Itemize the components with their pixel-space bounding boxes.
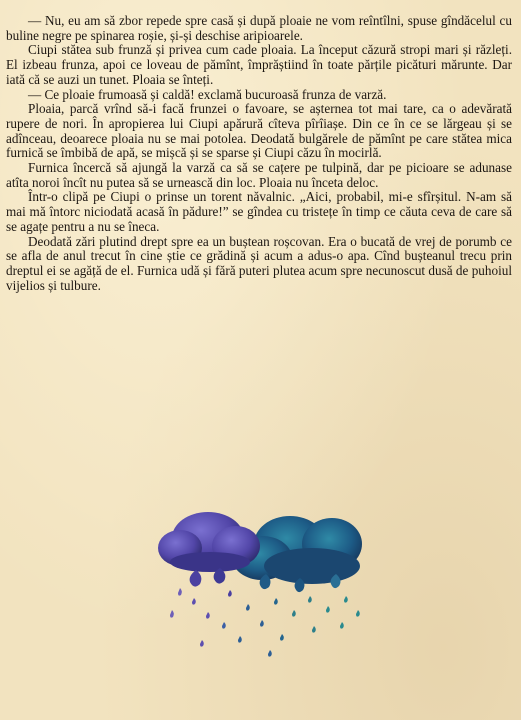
- rain-drops: [170, 588, 360, 657]
- cloud-left: [158, 512, 260, 572]
- paragraph-3: — Ce ploaie frumoasă și caldă! exclamă bucuroasă frunza de varză.: [28, 86, 387, 102]
- story-text: [6, 14, 512, 293]
- rain-cloud-icon: [150, 500, 370, 665]
- paragraph-2: Ciupi stătea sub frunză și privea cum cade ploaia. La început căzură stropi mari și răzleți. El izbeau frunza, apoi ce loveau de pămînt, împrăștiind în toate părțile picături mărunte. Dar iată că se auzi un tunet. Ploaia se înteți.: [6, 42, 512, 87]
- paragraph-1: — Nu, eu am să zbor repede spre casă și după ploaie ne vom reîntîlni, spuse gîndăcelul cu buline negre pe spinarea roșie, și-și deschise aripioarele.: [6, 13, 512, 43]
- paragraph-7: Deodată zări plutind drept spre ea un buștean roșcovan. Era o bucată de vrej de porumb ce se afla de anul trecut în cine știe ce grădină și acum a adus-o apa. Cînd bușteanul trecu prin dreptul ei se agăță de el. Furnica udă și fără puteri plutea acum spre necunoscut dusă de puhoiul vijelios și tulbure.: [6, 233, 512, 293]
- rain-cloud-illustration: [150, 500, 370, 665]
- paragraph-5: Furnica încercă să ajungă la varză ca să se cațere pe tulpină, dar pe picioare se adunase atîta noroi încît nu putea să se urnească din loc. Ploaia nu înceta deloc.: [6, 160, 512, 190]
- paragraph-6: Într-o clipă pe Ciupi o prinse un torent năvalnic. „Aici, probabil, mi-e sfîrșitul. N-am să mai mă întorc niciodată acasă în pădure!” se gîndea cu tristețe în timp ce căuta ceva de care să se agațe pentru a nu se îneca.: [6, 189, 512, 234]
- paragraph-4: Ploaia, parcă vrînd să-i facă frunzei o favoare, se așternea tot mai tare, ca o adevărată rupere de nori. În apropierea lui Ciupi apărură cîteva pîrîiașe. Din ce în ce se lărgeau și se adînceau, deoarece ploaia nu se mai potolea. Deodată bulgărele de pămînt pe care stătea mica furnică se îmbibă de apă, se mișcă și se sparse și Ciupi căzu în mocirlă.: [6, 101, 512, 161]
